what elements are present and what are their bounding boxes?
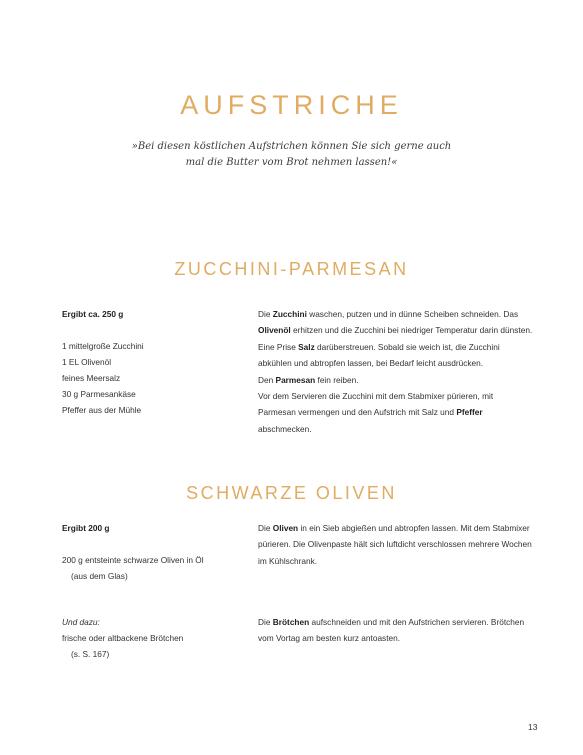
ingredient-note: (aus dem Glas) (71, 571, 128, 581)
chapter-intro-quote (60, 139, 523, 171)
recipe-ingredients-oliven (62, 520, 237, 584)
ingredient-item: 1 EL Olivenöl (62, 357, 112, 367)
recipe-title-zucchini: ZUCCHINI-PARMESAN (174, 259, 409, 279)
recipe-step: Die Oliven in ein Sieb abgießen und abtropfen lassen. Mit dem Stabmixer pürieren. Die Olivenpaste hält sich luftdicht verschlossen mehrere Wochen im Kühlschrank. (258, 523, 532, 566)
ingredient-item: Pfeffer aus der Mühle (62, 405, 142, 415)
recipe-yield: Ergibt ca. 250 g (62, 309, 124, 319)
chapter-title: AUFSTRICHE (180, 90, 403, 120)
recipe-yield: Ergibt 200 g (62, 523, 110, 533)
ingredient-item: 1 mittelgroße Zucchini (62, 341, 144, 351)
ingredient-item: 30 g Parmesankäse (62, 389, 136, 399)
ingredient-item: feines Meersalz (62, 373, 121, 383)
recipe-step: Vor dem Servieren die Zucchini mit dem Stabmixer pürieren, mit Parmesan vermengen und den Aufstrich mit Salz und Pfeffer abschmecken. (258, 391, 494, 434)
page-number: 13 (528, 722, 538, 732)
serving-reference: (s. S. 167) (71, 649, 110, 659)
serving-suggestion (62, 614, 237, 662)
recipe-steps-oliven (258, 520, 533, 569)
recipe-ingredients-zucchini (62, 306, 237, 418)
recipe-step: Den Parmesan fein reiben. (258, 374, 359, 385)
recipe-steps-zucchini (258, 306, 533, 437)
recipe-step: Die Brötchen aufschneiden und mit den Aufstrichen servieren. Brötchen vom Vortag am besten kurz antoasten. (258, 617, 525, 644)
serving-item: frische oder altbackene Brötchen (62, 633, 184, 643)
intro-line-1: »Bei diesen köstlichen Aufstrichen können Sie sich gerne auch (131, 141, 452, 152)
serving-steps (258, 614, 533, 647)
recipe-title-oliven: SCHWARZE OLIVEN (186, 483, 397, 503)
ingredient-item: 200 g entsteinte schwarze Oliven in Öl (62, 555, 204, 565)
recipe-step: Die Zucchini waschen, putzen und in dünne Scheiben schneiden. Das Olivenöl erhitzen und die Zucchini bei niedriger Temperatur darin dünsten. Eine Prise Salz darüberstreuen. Sobald sie weich ist, die Zucchini abkühlen und abtropfen lassen, bei Bedarf leicht ausdrücken. (258, 309, 533, 369)
intro-line-2: mal die Butter vom Brot nehmen lassen!« (185, 157, 398, 168)
serving-label: Und dazu: (62, 617, 100, 627)
